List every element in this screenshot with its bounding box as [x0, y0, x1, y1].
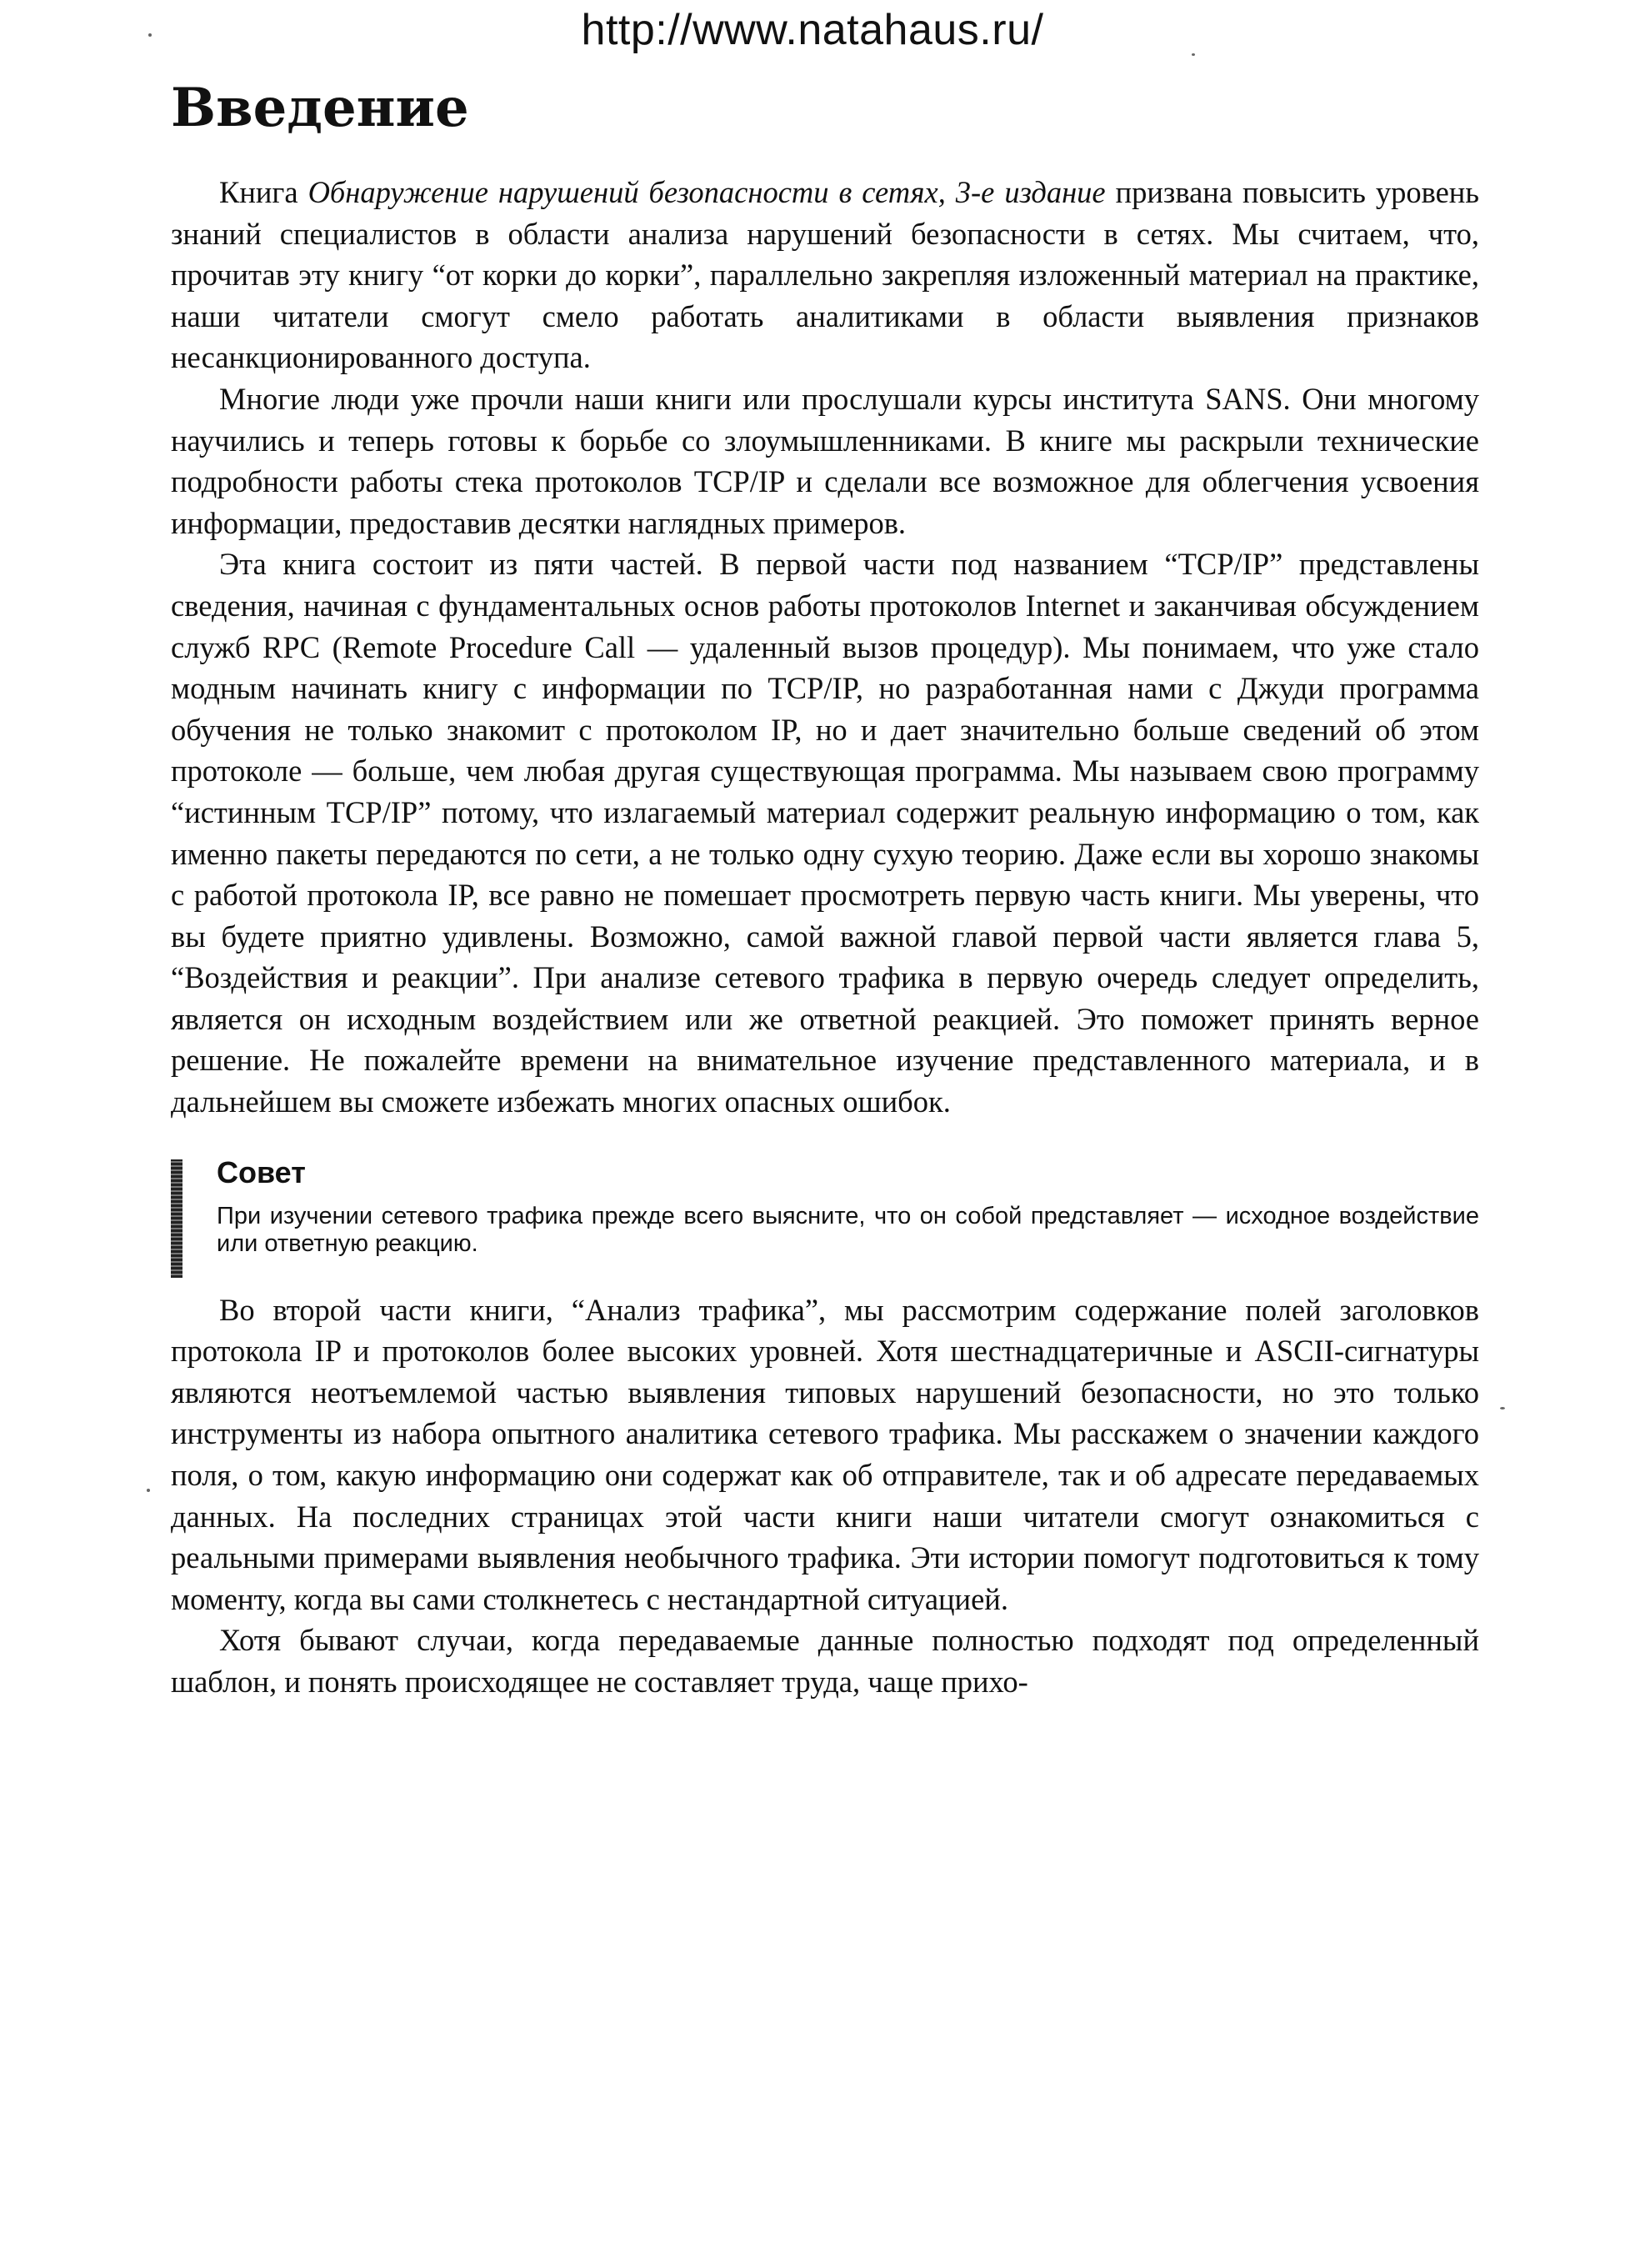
- chapter-title: Введение: [171, 77, 469, 139]
- scan-speck: [148, 33, 152, 37]
- tip-box: [171, 1154, 1479, 1258]
- paragraph-4: Во второй части книги, “Анализ трафика”, мы рассмотрим содержание полей заголовков протокола IP и протоколов более высоких уровней. Хотя шестнадцатеричные и ASCII-сигнатуры являются неотъемлемой частью выявления типовых нарушений безопасности, но это только инструменты из набора опытного аналитика сетевого трафика. Мы расскажем о значении каждого поля, о том, какую информацию они содержат как об отправителе, так и об адресате передаваемых данных. На последних страницах этой части книги наши читатели смогут ознакомиться с реальными примерами выявления необычного трафика. Эти истории помогут подготовиться к тому моменту, когда вы сами столкнетесь с нестандартной ситуацией.: [171, 1292, 1479, 1616]
- tip-bar-icon: [171, 1159, 182, 1278]
- scan-speck: [1192, 53, 1195, 56]
- scan-speck: [147, 1489, 150, 1492]
- book-title: Обнаружение нарушений безопасности в сетях, 3-е издание: [308, 175, 1106, 209]
- header-url: http://www.natahaus.ru/: [581, 6, 1044, 54]
- paragraph-1-prefix: Книга: [219, 175, 308, 209]
- paragraph-1: [171, 172, 1479, 378]
- paragraph-5: Хотя бывают случаи, когда передаваемые данные полностью подходят под определенный шаблон, и понять происходящее не составляет труда, чаще прихо-: [171, 1623, 1479, 1699]
- paragraph-3: Эта книга состоит из пяти частей. В первой части под названием “TCP/IP” представлены сведения, начиная с фундаментальных основ работы протоколов Internet и заканчивая обсуждением служб RPC (Remote Procedure Call — удаленный вызов процедур). Мы понимаем, что уже стало модным начинать книгу с информации по TCP/IP, но разработанная нами с Джуди программа обучения не только знакомит с протоколом IP, но и дает значительно больше сведений об этом протоколе — больше, чем любая другая существующая программа. Мы называем свою программу “истинным TCP/IP” потому, что излагаемый материал содержит реальную информацию о том, как именно пакеты передаются по сети, а не только одну сухую теорию. Даже если вы хорошо знакомы с работой протокола IP, все равно не помешает просмотреть первую часть книги. Мы уверены, что вы будете приятно удивлены. Возможно, самой важной главой первой части является глава 5, “Воздействия и реакции”. При анализе сетевого трафика в первую очередь следует определить, является он исходным воздействием или же ответной реакцией. Это поможет принять верное решение. Не пожалейте времени на внимательное изучение представленного материала, и в дальнейшем вы сможете избежать многих опасных ошибок.: [171, 547, 1479, 1119]
- page-content: [171, 73, 1479, 1703]
- scan-speck: [1500, 1407, 1505, 1409]
- tip-text: При изучении сетевого трафика прежде всего выясните, что он собой представляет — исходное воздействие или ответную реакцию.: [217, 1202, 1479, 1257]
- paragraph-2: Многие люди уже прочли наши книги или прослушали курсы института SANS. Они многому научились и теперь готовы к борьбе со злоумышленниками. В книге мы раскрыли технические подробности работы стека протоколов TCP/IP и сделали все возможное для облегчения усвоения информации, предоставив десятки наглядных примеров.: [171, 381, 1479, 540]
- tip-title: Совет: [217, 1154, 306, 1189]
- paragraph-1-suffix: призвана повысить уровень знаний специалистов в области анализа нарушений безопасности в сетях. Мы считаем, что, прочитав эту книгу “от корки до корки”, параллельно закрепляя изложенный материал на практике, наши читатели смогут смело работать аналитиками в области выявления признаков несанкционированного доступа.: [171, 175, 1479, 375]
